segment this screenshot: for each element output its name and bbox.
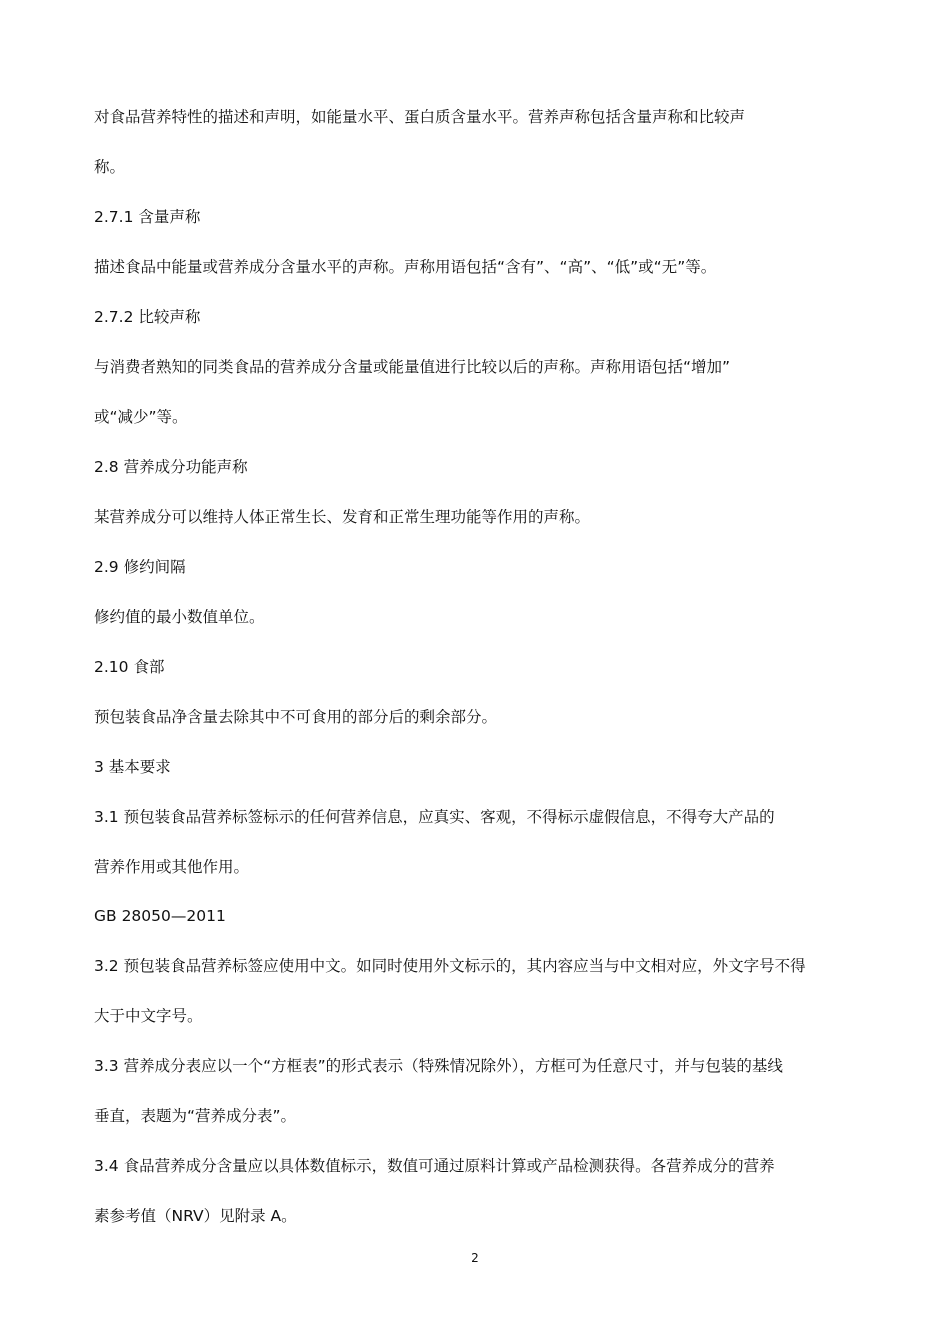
text-line: 对食品营养特性的描述和声明，如能量水平、蛋白质含量水平。营养声称包括含量声称和比较声 xyxy=(94,108,746,126)
text-line: 素参考值（NRV）见附录 A。 xyxy=(94,1207,297,1225)
text-line: 或“减少”等。 xyxy=(94,408,188,426)
text-line: 3.4 食品营养成分含量应以具体数值标示，数值可通过原料计算或产品检测获得。各营养成分的营养 xyxy=(94,1157,775,1175)
text-line: 3.2 预包装食品营养标签应使用中文。如同时使用外文标示的，其内容应当与中文相对应，外文字号不得 xyxy=(94,957,806,975)
standard-code: GB 28050—2011 xyxy=(94,907,226,925)
text-line: 修约值的最小数值单位。 xyxy=(94,608,265,626)
text-line: 营养作用或其他作用。 xyxy=(94,858,250,876)
section-heading: 2.10 食部 xyxy=(94,658,165,676)
text-line: 3.3 营养成分表应以一个“方框表”的形式表示（特殊情况除外），方框可为任意尺寸，并与包装的基线 xyxy=(94,1057,783,1075)
text-line: 3.1 预包装食品营养标签标示的任何营养信息，应真实、客观，不得标示虚假信息，不得夸大产品的 xyxy=(94,808,775,826)
section-heading: 2.7.2 比较声称 xyxy=(94,308,201,326)
text-line: 大于中文字号。 xyxy=(94,1007,203,1025)
page-number: 2 xyxy=(471,1251,479,1265)
text-line: 与消费者熟知的同类食品的营养成分含量或能量值进行比较以后的声称。声称用语包括“增加” xyxy=(94,358,731,376)
text-line: 称。 xyxy=(94,158,126,176)
text-line: 某营养成分可以维持人体正常生长、发育和正常生理功能等作用的声称。 xyxy=(94,508,591,526)
text-line: 垂直，表题为“营养成分表”。 xyxy=(94,1107,297,1125)
section-heading: 2.9 修约间隔 xyxy=(94,558,186,576)
section-heading: 3 基本要求 xyxy=(94,758,171,776)
text-line: 预包装食品净含量去除其中不可食用的部分后的剩余部分。 xyxy=(94,708,498,726)
text-line: 描述食品中能量或营养成分含量水平的声称。声称用语包括“含有”、“高”、“低”或“无”等。 xyxy=(94,258,717,276)
section-heading: 2.7.1 含量声称 xyxy=(94,208,201,226)
section-heading: 2.8 营养成分功能声称 xyxy=(94,458,248,476)
